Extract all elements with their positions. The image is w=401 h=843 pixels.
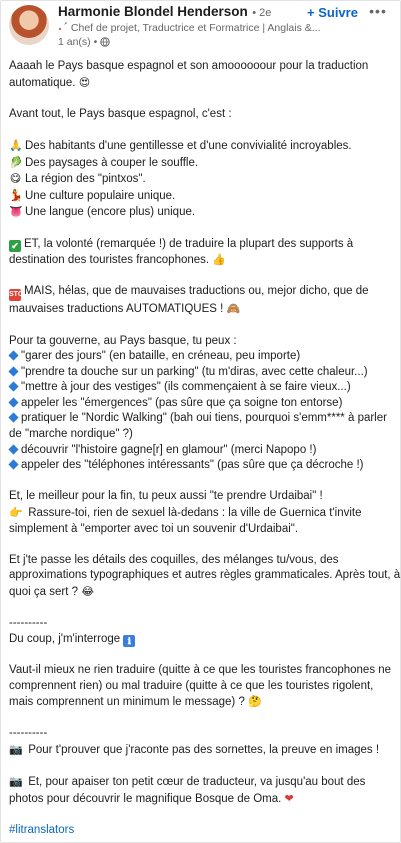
paragraph-volonte <box>9 237 392 269</box>
list-item: appeler les "émergences" (pas sûre que ça soigne ton entorse) <box>9 396 392 412</box>
text-line: automatique. 😍 <box>9 75 91 89</box>
paragraph-gouverne <box>9 334 392 474</box>
heart-eyes-emoji: 😍 <box>78 75 91 89</box>
paragraph-meilleur <box>9 489 392 537</box>
list-item: 👅 Une langue (encore plus) unique. <box>9 205 196 219</box>
post-meta <box>58 35 293 49</box>
see-no-evil-monkey-emoji: 🙈 <box>226 302 241 316</box>
text-line: approximations typographiques et autres règles grammaticales. Après tout, à <box>9 569 401 582</box>
blue-diamond-icon <box>8 382 18 392</box>
post-header <box>1 1 400 59</box>
list-item: découvrir "l'histoire gagne[r] en glamour" (merci Napopo !) <box>9 443 392 459</box>
pen-nib-icon <box>58 22 71 34</box>
separator <box>9 616 392 632</box>
paragraph-list-qualities <box>9 138 392 221</box>
author-avatar[interactable] <box>9 5 49 45</box>
follow-button[interactable]: + Suivre <box>307 5 358 20</box>
yum-face-emoji: 😋 <box>9 172 22 186</box>
text-line: ---------- <box>9 727 48 740</box>
blue-diamond-icon <box>8 397 18 407</box>
text-line: photos pour découvrir le magnifique Bosque de Oma. ❤ <box>9 791 294 805</box>
globe-icon <box>100 37 110 47</box>
list-item: 🥬 Des paysages à couper le souffle. <box>9 155 199 169</box>
paragraph-interroge <box>9 632 392 648</box>
blue-diamond-icon <box>8 413 18 423</box>
author-block <box>58 4 321 49</box>
paragraph-mais <box>9 284 392 318</box>
pointing-right-emoji: 👉 <box>9 506 23 520</box>
text-line: de "marche nordique" ?) <box>9 428 133 441</box>
paragraph-photos <box>9 774 392 807</box>
text-line: destination des touristes francophones. 👍 <box>9 253 227 267</box>
paragraph-intro <box>9 59 392 91</box>
more-options-button[interactable]: ••• <box>367 3 389 19</box>
text-line: simplement à "emporter avec toi un souvenir d'Urdaibai". <box>9 522 299 535</box>
text-line: mais comprennent un minimum le message) ? 🤔 <box>9 695 262 709</box>
red-heart-emoji: ❤ <box>284 791 294 805</box>
author-name-line <box>58 4 293 21</box>
list-item: "prendre ta douche sur un parking" (tu m'diras, avec cette chaleur...) <box>9 365 392 381</box>
author-headline <box>58 21 321 35</box>
blue-diamond-icon <box>8 366 18 376</box>
text-line: Aaaah le Pays basque espagnol et son amoooooour pour la traduction <box>9 60 369 72</box>
hashtag-line <box>9 823 392 839</box>
camera-emoji: 📷 <box>9 742 23 756</box>
list-item: "garer des jours" (en bataille, en créneau, peu importe) <box>9 349 392 365</box>
list-item: "mettre à jour des vestiges" (ils commençaient à se faire vieux...) <box>9 380 392 396</box>
text-line: Vaut-il mieux ne rien traduire (quitte à ce que les touristes francophones ne <box>9 663 392 676</box>
tears-of-joy-emoji: 😂 <box>81 585 95 598</box>
text-line: ---------- <box>9 617 48 630</box>
camera-emoji: 📷 <box>9 775 23 789</box>
author-name[interactable]: Harmonie Blondel Henderson <box>58 4 248 19</box>
check-mark-button-emoji: ✔ <box>9 240 21 252</box>
text-line: mauvaises traductions AUTOMATIQUES ! 🙈 <box>9 302 241 316</box>
blue-diamond-icon <box>8 460 18 470</box>
text-line: Et, le meilleur pour la fin, tu peux aussi "te prendre Urdaibai" ! <box>9 490 323 503</box>
thinking-face-emoji: 🤔 <box>248 695 262 709</box>
text-line: quoi ça sert ? 😂 <box>9 585 95 598</box>
text-line: Pour ta gouverne, au Pays basque, tu peux : <box>9 334 237 347</box>
post-time: 1 an(s) • <box>58 36 98 48</box>
post-body <box>1 59 400 839</box>
list-item: 🙏 Des habitants d'une gentillesse et d'une convivialité incroyables. <box>9 138 352 152</box>
list-item: 😋 La région des "pintxos". <box>9 172 146 186</box>
connection-degree: • 2e <box>252 7 272 19</box>
list-item: 💃 Une culture populaire unique. <box>9 188 176 202</box>
information-emoji: ℹ <box>123 635 135 647</box>
text-line: STOPMAIS, hélas, que de mauvaises traductions ou, mejor dicho, que de <box>9 284 392 301</box>
hashtag-link[interactable]: #litranslators <box>9 823 75 836</box>
paragraph-question <box>9 663 392 711</box>
text-line: Et j'te passe les détails des coquilles, des mélanges tu/vous, des <box>9 553 339 566</box>
paragraph-preuve <box>9 742 392 759</box>
list-item: pratiquer le "Nordic Walking" (bah oui tiens, pourquoi s'emm**** à parler <box>9 411 392 427</box>
text-line: Du coup, j'm'interroge ℹ <box>9 632 392 648</box>
text-line: comprennent rien) ou mal traduire (quitte à ce que les touristes rigolent, <box>9 679 374 692</box>
stop-sign-emoji: STOP <box>9 289 21 301</box>
praying-hands-emoji: 🙏 <box>9 138 23 152</box>
text-line: 📷 Et, pour apaiser ton petit cœur de traducteur, va jusqu'au bout des <box>9 775 366 789</box>
paragraph-details <box>9 553 401 601</box>
thumbs-up-emoji: 👍 <box>212 253 227 267</box>
tongue-emoji: 👅 <box>9 205 23 219</box>
text-line: 📷 Pour t'prouver que j'raconte pas des sornettes, la preuve en images ! <box>9 742 380 756</box>
blue-diamond-icon <box>8 351 18 361</box>
leafy-green-emoji: 🥬 <box>9 155 23 169</box>
text-line: ✔ ET, la volonté (remarquée !) de traduire la plupart des supports à <box>9 237 392 253</box>
blue-diamond-icon <box>8 444 18 454</box>
text-line: 👉 Rassure-toi, rien de sexuel là-dedans : la ville de Guernica t'invite <box>9 506 362 520</box>
separator <box>9 726 392 742</box>
list-item: appeler des "téléphones intéressants" (pas sûre que ça décroche !) <box>9 458 392 474</box>
author-headline-text: Chef de projet, Traductrice et Formatrice | Anglais &... <box>70 22 321 34</box>
text-line: Avant tout, le Pays basque espagnol, c'est : <box>9 107 232 120</box>
dancer-emoji: 💃 <box>9 188 23 202</box>
paragraph-avant-tout <box>9 107 392 123</box>
